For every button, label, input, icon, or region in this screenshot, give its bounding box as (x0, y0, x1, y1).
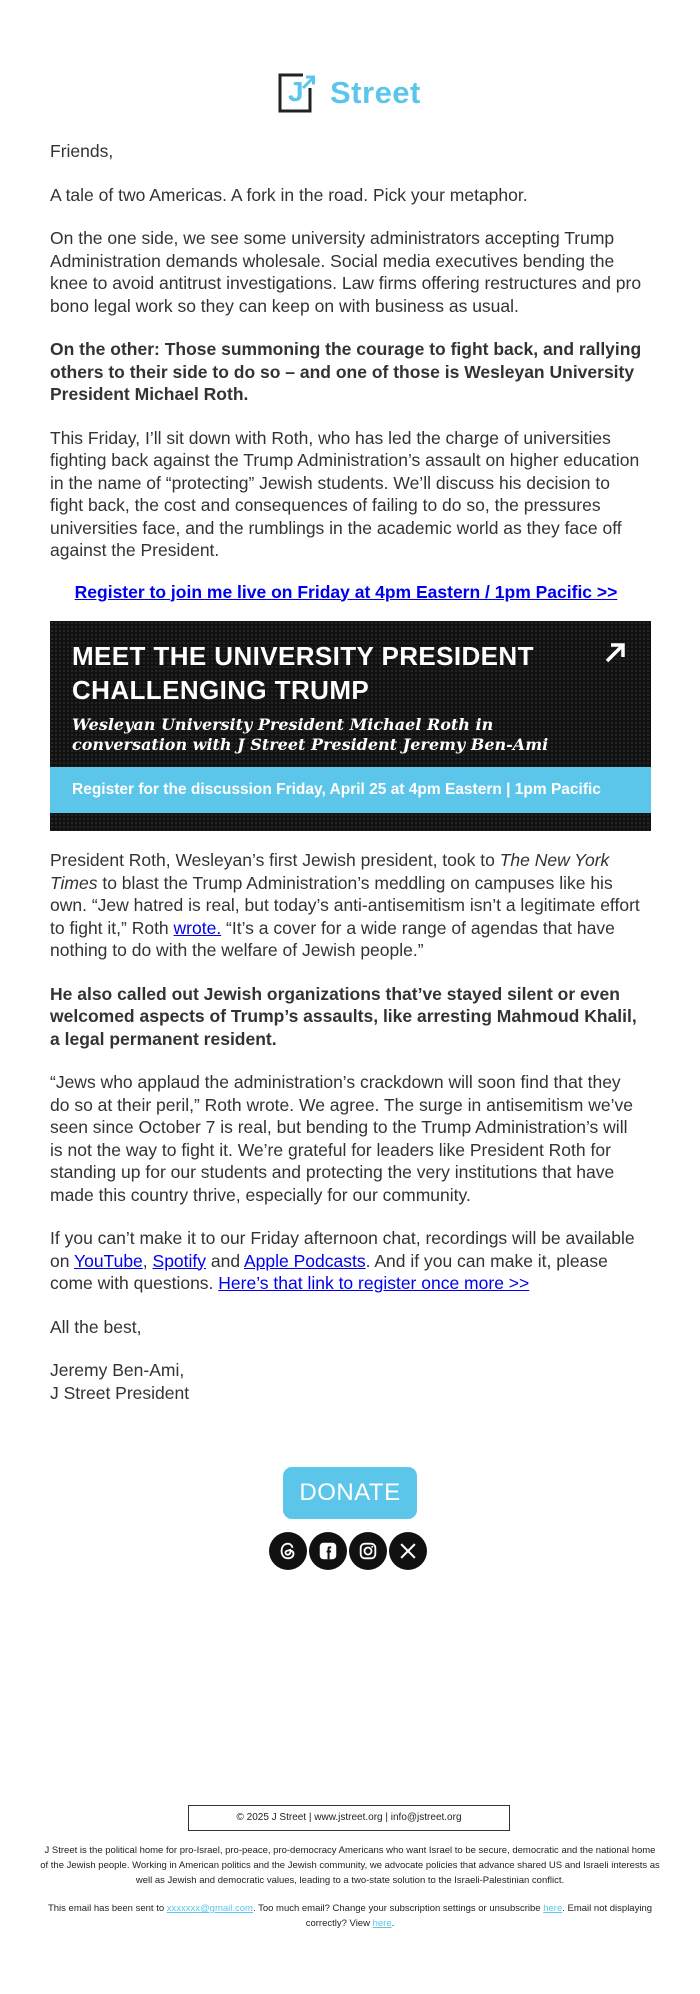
banner-title-line-2: CHALLENGING TRUMP (72, 675, 370, 705)
text-fragment: “It’s a cover for a wide range of agendas that have nothing to do with the welfare of Jewish people.” (50, 917, 615, 960)
text-fragment: , (142, 1250, 153, 1271)
recipient-email-link[interactable]: xxxxxxx@gmail.com (166, 1903, 253, 1914)
unsubscribe-link[interactable]: here (543, 1903, 563, 1914)
youtube-link[interactable]: YouTube (74, 1250, 143, 1271)
facebook-icon[interactable] (309, 1532, 347, 1570)
banner-register-strip: Register for the discussion Friday, April 25 at 4pm Eastern | 1pm Pacific (50, 767, 651, 813)
paragraph-other-side: On the other: Those summoning the courage to fight back, and rallying others to their side to do so – and one of those is Wesleyan University President Michael Roth. (50, 339, 642, 404)
signature-name: Jeremy Ben-Ami, (50, 1360, 185, 1380)
wrote-link[interactable]: wrote. (173, 917, 222, 938)
signature (50, 1359, 642, 1404)
view-online-link[interactable]: here (372, 1918, 392, 1929)
logo-mark (277, 72, 315, 114)
social-links (269, 1532, 427, 1570)
j-street-logo[interactable] (277, 70, 427, 116)
spotify-link[interactable]: Spotify (152, 1250, 207, 1271)
paragraph-one-side: On the one side, we see some university administrators accepting Trump Administration demands wholesale. Social media executives bending the knee to avoid antitrust investigations. Law firms offering restructures and pro bono legal work so they can keep on with business as usual. (50, 228, 642, 316)
banner-title (72, 639, 534, 707)
text-fragment: If you can’t make it to our Friday afternoon chat, recordings will be available on (50, 1228, 635, 1271)
logo-letter: J (288, 76, 304, 107)
threads-icon[interactable] (269, 1532, 307, 1570)
arrow-up-right-icon (603, 641, 627, 671)
paragraph-recordings (50, 1227, 642, 1295)
paragraph-called-out: He also called out Jewish organizations that’ve stayed silent or even welcomed aspects of Trump’s assaults, like arresting Mahmoud Khalil, a legal permanent resident. (50, 983, 637, 1049)
paragraph-intro: A tale of two Americas. A fork in the road. Pick your metaphor. (50, 184, 528, 205)
banner-title-line-1: MEET THE UNIVERSITY PRESIDENT (72, 641, 534, 671)
signature-title: J Street President (50, 1382, 190, 1403)
footer-unsubscribe (40, 1901, 660, 1931)
paragraph-this-friday: This Friday, I’ll sit down with Roth, who has led the charge of universities fighting back against the Trump Administration’s assault on higher education in the name of “protecting” Jewish students. We’ll discuss his decision to fight back, the cost and consequences of failing to do so, the pressures universities face, and the rumblings in the academic world as they face off against the President. (50, 427, 640, 560)
register-live-link[interactable]: Register to join me live on Friday at 4pm Eastern / 1pm Pacific >> (74, 581, 618, 602)
greeting: Friends, (50, 141, 114, 161)
banner-subtitle-line-2: conversation with J Street President Jeremy Ben-Ami (72, 735, 549, 754)
signoff: All the best, (50, 1316, 142, 1337)
text-fragment: . Too much email? Change your subscription settings or unsubscribe (252, 1903, 544, 1914)
text-fragment: President Roth, Wesleyan’s first Jewish president, took to (50, 850, 500, 870)
paragraph-roth-nyt (50, 849, 642, 962)
text-fragment: . Email not displaying correctly? View (305, 1903, 653, 1929)
text-fragment: to blast the Trump Administration’s meddling on campuses like his own. “Jew hatred is real, but today’s anti-antisemitism isn’t a legitimate effort to fight it,” Roth (50, 872, 640, 938)
email-body (50, 140, 642, 1425)
banner-subtitle (72, 715, 548, 755)
register-again-link[interactable]: Here’s that link to register once more >> (218, 1273, 530, 1293)
nyt-title: The New York Times (50, 850, 610, 893)
text-fragment: and (206, 1250, 244, 1271)
text-fragment: This email has been sent to (47, 1903, 167, 1914)
text-fragment: . (391, 1918, 395, 1929)
footer-about: J Street is the political home for pro-Israel, pro-peace, pro-democracy Americans who want Israel to be secure, democratic and the national home of the Jewish people. Working in American politics and the Jewish community, we advocate policies that advance shared US and Israeli interests as well as Jewish and democratic values, leading to a two-state solution to the Israeli-Palestinian conflict. (40, 1845, 660, 1886)
banner-subtitle-line-1: Wesleyan University President Michael Roth in (72, 715, 494, 734)
donate-button[interactable]: DONATE (283, 1467, 417, 1519)
instagram-icon[interactable] (349, 1532, 387, 1570)
logo-wordmark: Street (330, 75, 421, 110)
apple-podcasts-link[interactable]: Apple Podcasts (244, 1250, 366, 1271)
footer-copyright: © 2025 J Street | www.jstreet.org | info@jstreet.org (188, 1805, 510, 1831)
register-cta (50, 581, 642, 604)
paragraph-peril: “Jews who applaud the administration’s crackdown will soon find that they do so at their peril,” Roth wrote. We agree. The surge in antisemitism we’ve seen since October 7 is real, but bending to the Trump Administration’s will is not the way to fight it. We’re grateful for leaders like President Roth for standing up for our students and protecting the very institutions that have made this country thrive, especially for our community. (50, 1072, 633, 1205)
text-fragment: . And if you can make it, please come with questions. (50, 1250, 608, 1293)
x-icon[interactable] (389, 1532, 427, 1570)
event-banner[interactable] (50, 621, 651, 831)
